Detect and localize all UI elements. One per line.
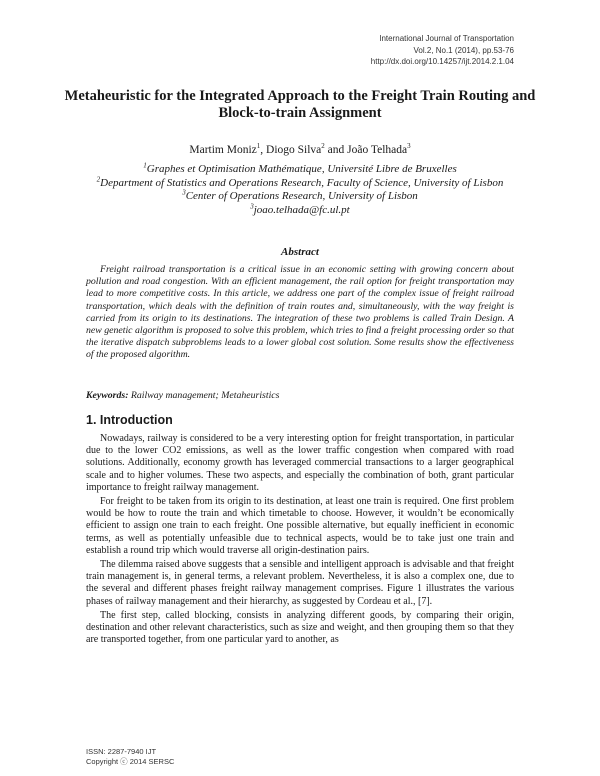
paper-title: Metaheuristic for the Integrated Approach to the Freight Train Routing and Block-to-train Assignment — [64, 88, 536, 121]
paragraph: For freight to be taken from its origin to its destination, at least one train is required. One first problem would be how to route the train and which timetable to choose. However, it wouldn’t be economically efficient to assign one train to each freight. One possible alternative, but equally inefficient in economic terms, as well as potentially unfeasible due to technical aspects, would be to take just one train and establish a round trip which would traverse all origin-destination pairs. — [86, 496, 514, 556]
affiliation — [70, 190, 530, 204]
body-text — [86, 433, 514, 648]
affiliation-sup: 3 — [250, 201, 254, 210]
journal-name: International Journal of Transportation — [379, 34, 514, 43]
affiliation-text: Department of Statistics and Operations Research, Faculty of Science, University of Lisbon — [100, 176, 504, 189]
page-footer — [86, 747, 174, 767]
section-heading: 1. Introduction — [86, 413, 173, 427]
author-name: Diogo Silva — [266, 144, 322, 156]
journal-volume: Vol.2, No.1 (2014), pp.53-76 — [413, 45, 514, 55]
paragraph: Nowadays, railway is considered to be a very interesting option for freight transportation, in particular due to the lower CO2 emissions, as well as the lower traffic congestion when compared with road solutions. Additionally, economy growth has leveraged commercial transactions to a larger geographical scale and to higher volumes. These two aspects, and especially the combination of both, grant particular importance to freight railway management. — [86, 433, 514, 493]
affiliation-sup: 3 — [182, 188, 186, 197]
author-list — [60, 144, 540, 156]
abstract-heading: Abstract — [281, 246, 319, 258]
affiliation-sup: 2 — [96, 174, 101, 183]
journal-doi[interactable]: http://dx.doi.org/10.14257/ijt.2014.2.1.04 — [370, 57, 514, 66]
paragraph: The dilemma raised above suggests that a sensible and intelligent approach is advisable and that freight train management is, in general terms, a relevant problem. Nevertheless, it is also a complex one, due to the several and different phases freight railway management comprises. Figure 1 illustrates the various phases of railway management and their hierarchy, as suggested by Cordeau et al., [7]. — [86, 559, 514, 607]
keywords-label: Keywords: — [86, 390, 129, 401]
affiliation-text: Graphes et Optimisation Mathématique, Université Libre de Bruxelles — [146, 163, 457, 175]
author-name: Martim Moniz — [189, 144, 257, 156]
keywords-text: Railway management; Metaheuristics — [128, 390, 280, 401]
paragraph: The first step, called blocking, consists in analyzing different goods, by comparing their origin, destination and other relevant characteristics, such as size and weight, and then grouping them so that they are transported together, from one particular yard to another, as — [86, 609, 514, 646]
affiliation — [70, 163, 530, 177]
issn: ISSN: 2287-7940 IJT — [86, 747, 157, 756]
affiliation-email — [70, 201, 530, 218]
author-separator: and — [324, 144, 348, 156]
keywords — [86, 390, 279, 401]
journal-header — [371, 33, 514, 68]
affiliations — [70, 163, 530, 217]
author-separator: , — [260, 144, 267, 156]
author-name: João Telhada — [347, 144, 408, 156]
author-sup: 2 — [321, 142, 325, 151]
abstract-text: Freight railroad transportation is a critical issue in an economic setting with growing concern about pollution and road congestion. With an efficient management, the rail option for freight transportation may lead to more competitive costs. In this article, we address one part of the complex issue of freight railroad transportation, which deals with the definition of train routes and, simultaneously, with the way freight is carried from its origin to its destinations. The integration of these two problems is called Train Design. A new genetic algorithm is proposed to solve this problem, which tries to find a freight processing order so that the iterative dispatch subproblems leads to a lower global cost solution. Some results show the effectiveness of the proposed algorithm. — [86, 264, 514, 361]
affiliation-sup: 1 — [143, 161, 147, 170]
affiliation — [70, 174, 530, 191]
author-sup: 1 — [256, 142, 261, 151]
affiliation-text: Center of Operations Research, University of Lisbon — [185, 190, 418, 202]
author-sup: 3 — [407, 142, 411, 151]
email-link[interactable]: joao.telhada@fc.ul.pt — [253, 203, 350, 216]
copyright: Copyright ⓒ 2014 SERSC — [86, 757, 175, 766]
